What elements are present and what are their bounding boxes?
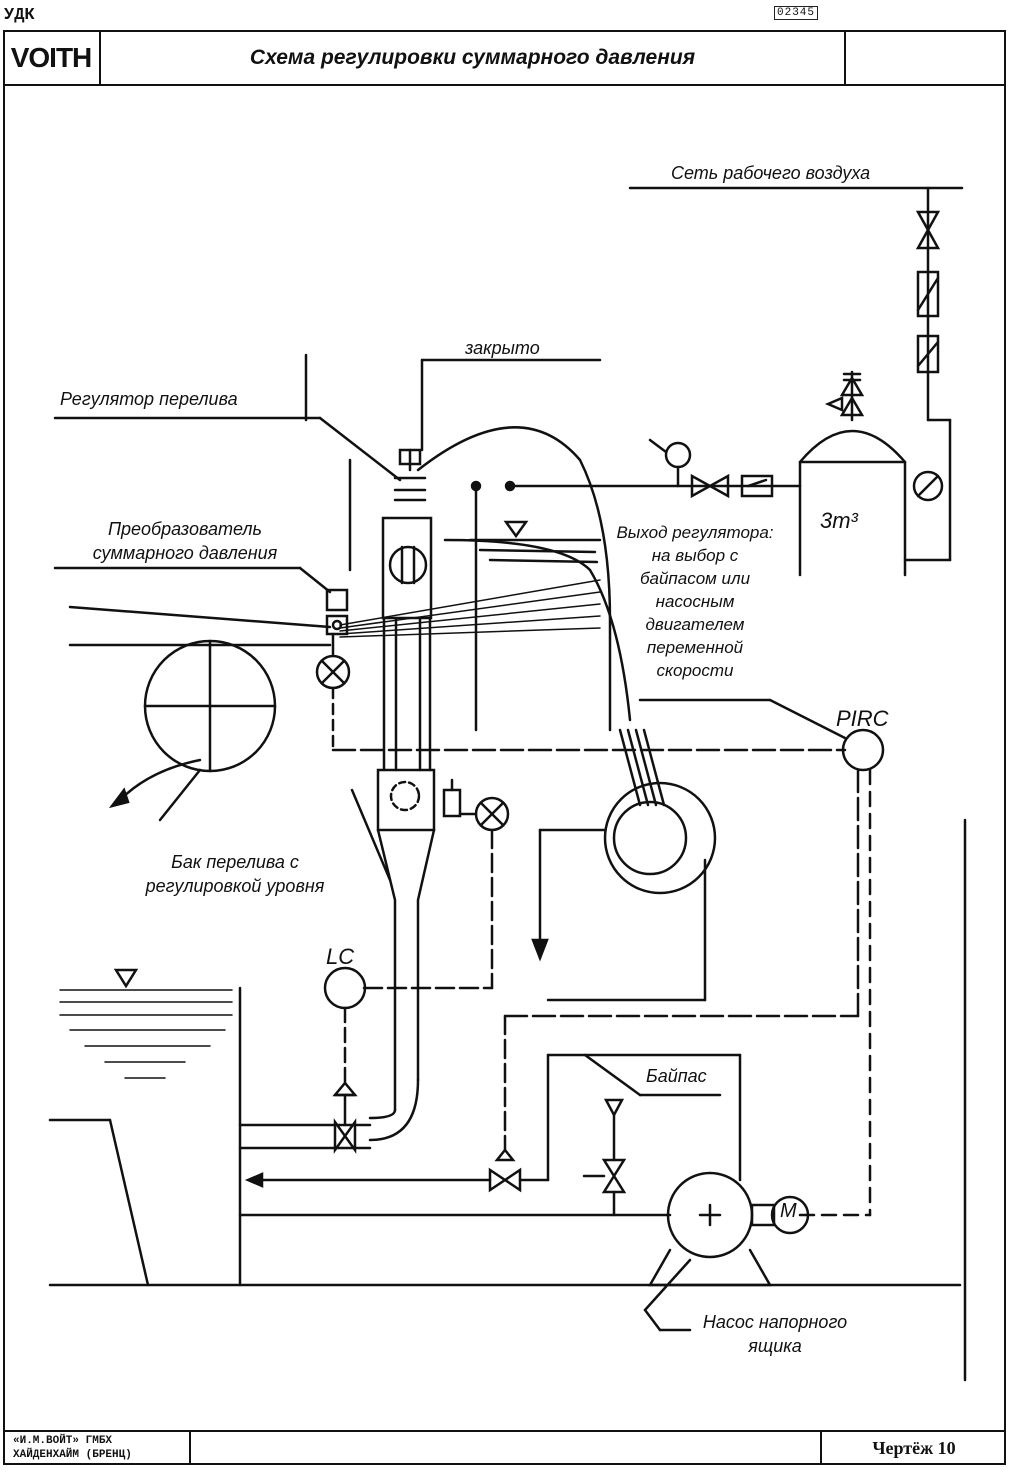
shutoff-valve-icon <box>584 1160 624 1192</box>
transducer-label-line1: Преобразователь <box>107 519 263 539</box>
lc-valve-actuator-icon <box>335 1083 355 1095</box>
headbox-pump <box>650 1173 770 1285</box>
overflow-regulator <box>383 450 431 618</box>
pirc-controller <box>843 730 883 770</box>
regulator-output-line6: переменной <box>646 638 744 657</box>
breast-roll <box>145 641 275 771</box>
vent-valve-icon <box>606 1100 622 1115</box>
overflow-regulator-label: Регулятор перелива <box>60 389 238 409</box>
headbox-lamellas <box>340 580 600 637</box>
regulator-output-line3: байпасом или <box>639 569 751 588</box>
regulator-output-line7: скорости <box>656 661 734 680</box>
pit-level-marker-icon <box>116 970 136 986</box>
motor-label: M <box>780 1200 797 1222</box>
regulator-output-line5: двигателем <box>645 615 745 634</box>
lc-controller <box>325 968 365 1008</box>
regulator-output-line1: Выход регулятора: <box>616 523 774 542</box>
pump-label-line2: ящика <box>748 1336 802 1356</box>
wire-pit-tank <box>50 988 240 1285</box>
regulator-output-line2: на выбор с <box>651 546 739 565</box>
safety-valve-icon <box>828 372 862 420</box>
drawing-title: Схема регулировки суммарного давления <box>101 30 846 86</box>
air-network-label: Сеть рабочего воздуха <box>671 163 871 183</box>
regulator-output-line4: насосным <box>655 592 735 611</box>
company-block <box>3 1430 191 1465</box>
overflow-tank-label-line1: Бак перелива с <box>171 852 299 872</box>
closed-label: закрыто <box>465 338 540 358</box>
company-line2: ХАЙДЕНХАЙМ (БРЕНЦ) <box>13 1449 132 1461</box>
overflow-tank-label-line2: регулировкой уровня <box>145 876 325 896</box>
pit-water-level <box>60 990 232 1078</box>
bypass-label: Байпас <box>646 1066 707 1086</box>
pirc-label: PIRC <box>836 706 889 731</box>
air-tank <box>800 431 905 575</box>
overflow-tank <box>370 770 460 1140</box>
pressure-gauge-icon <box>666 443 690 467</box>
pump-label-line1: Насос напорного <box>702 1312 848 1332</box>
company-line1: «И.М.ВОЙТ» ГМБХ <box>13 1435 113 1447</box>
transducer-label-line2: суммарного давления <box>92 543 278 563</box>
fan-pump <box>605 783 715 893</box>
document-code: 02345 <box>774 6 818 20</box>
voith-logo: VOITH <box>3 30 101 86</box>
lc-label: LC <box>326 944 355 969</box>
footer-middle <box>191 1430 820 1465</box>
bypass-valve-icon <box>490 1150 520 1190</box>
level-marker-icon <box>506 522 526 536</box>
drawing-number: Чертёж 10 <box>820 1430 1006 1465</box>
headbox-hood <box>418 427 610 730</box>
tank-volume-label: 3m³ <box>820 508 858 533</box>
udk-label: УДК <box>4 6 35 25</box>
